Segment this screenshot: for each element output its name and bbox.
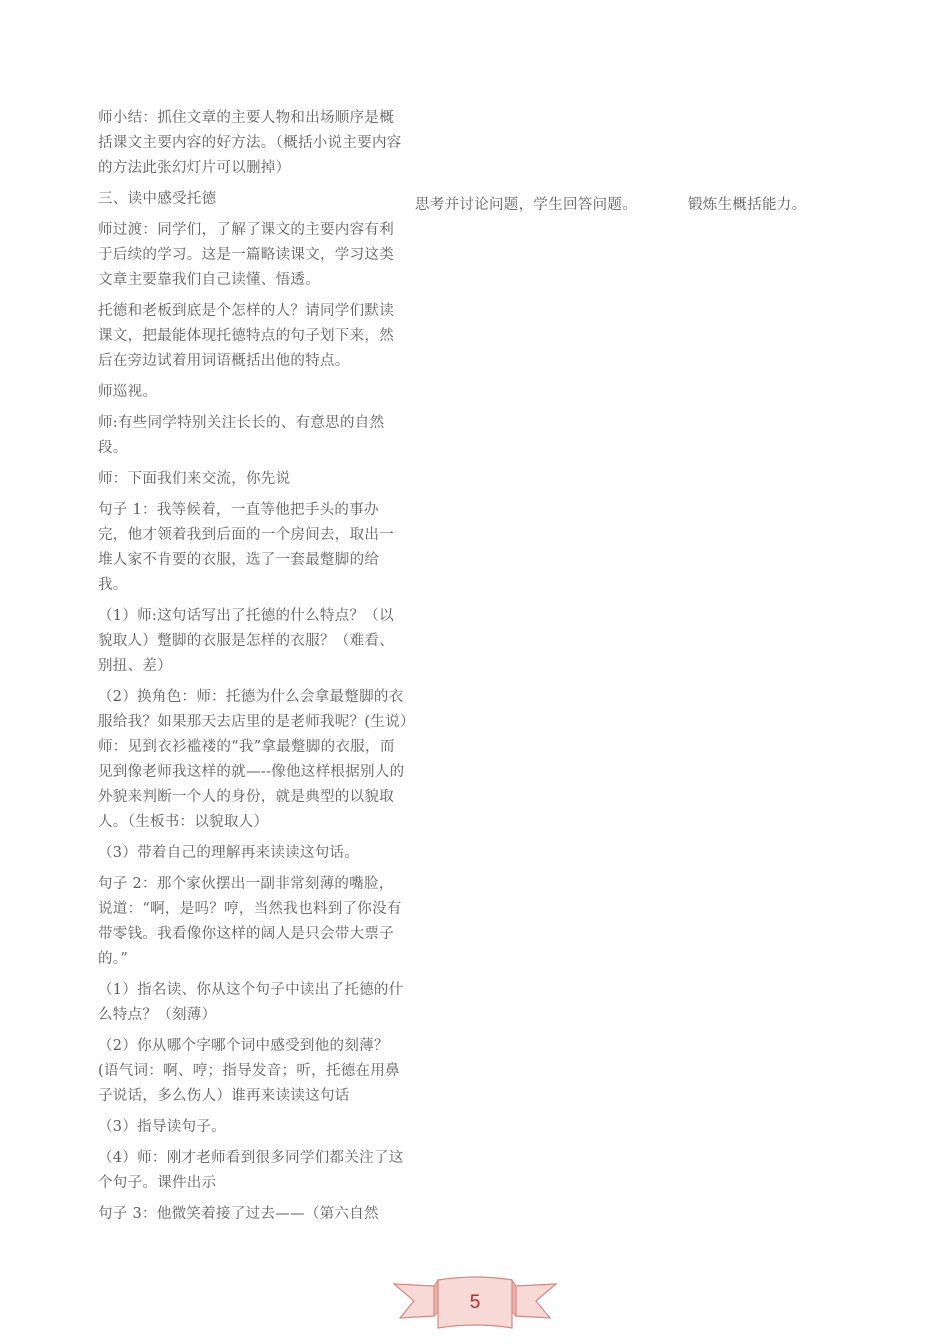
exchange-paragraph: 师：下面我们来交流，你先说 [98,471,291,487]
sentence-1-step-2: （2）换角色：师：托德为什么会拿最蹩脚的衣服给我？如果那天去店里的是老师我呢？(生说）师：见到衣衫褴褛的“我”拿最蹩脚的衣服，而见到像老师我这样的就—--像他这样根据别人的外貌来判断一个人的身份，就是典型的以貌取人。（生板书：以貌取人） [98,689,408,830]
page-number: 5 [469,1292,481,1313]
sentence-2-step-4: （4）师：刚才老师看到很多同学们都关注了这个句子。课件出示 [98,1150,404,1191]
section-heading: 三、读中感受托德 [98,191,217,207]
transition-paragraph: 师过渡：同学们，了解了课文的主要内容有利于后续的学习。这是一篇略读课文，学习这类文章主要靠我们自己读懂、悟透。 [98,222,394,288]
patrol-paragraph: 师巡视。 [98,384,158,400]
sentence-2-step-2: （2）你从哪个字哪个词中感受到他的刻薄？(语气词：啊、哼；指导发音；听，托德在用鼻子说话，多么伤人）谁再来读读这句话 [98,1038,400,1104]
question-paragraph: 托德和老板到底是个怎样的人？请同学们默读课文，把最能体现托德特点的句子划下来，然后在旁边试着用词语概括出他的特点。 [98,303,394,369]
student-activity-cell: 思考并讨论问题，学生回答问题。 [415,197,637,213]
sentence-2-step-1: （1）指名读、你从这个句子中读出了托德的什么特点？（刻薄） [98,982,404,1023]
page-number-badge [392,1272,558,1334]
design-intent-cell: 锻炼生概括能力。 [688,197,807,213]
sentence-2-step-3: （3）指导读句子。 [98,1119,226,1135]
sentence-1-paragraph: 句子 1：我等候着，一直等他把手头的事办完，他才领着我到后面的一个房间去，取出一堆人家不肯要的衣服，选了一套最蹩脚的给我。 [98,502,394,593]
sentence-1-step-3: （3）带着自己的理解再来读读这句话。 [98,845,360,861]
summary-paragraph: 师小结：抓住文章的主要人物和出场顺序是概括课文主要内容的好方法。（概括小说主要内容的方法此张幻灯片可以删掉） [98,110,402,176]
sentence-3-paragraph: 句子 3：他微笑着接了过去——（第六自然 [98,1206,379,1222]
observation-paragraph: 师:有些同学特别关注长长的、有意思的自然段。 [98,415,385,456]
sentence-2-paragraph: 句子 2：那个家伙摆出一副非常刻薄的嘴脸，说道：“啊，是吗？哼，当然我也料到了你没有带零钱。我看像你这样的阔人是只会带大票子的。” [98,876,402,967]
teacher-procedure-column [98,106,408,1233]
sentence-1-step-1: （1）师:这句话写出了托德的什么特点？（以貌取人）蹩脚的衣服是怎样的衣服？（难看、别扭、差） [98,608,394,674]
